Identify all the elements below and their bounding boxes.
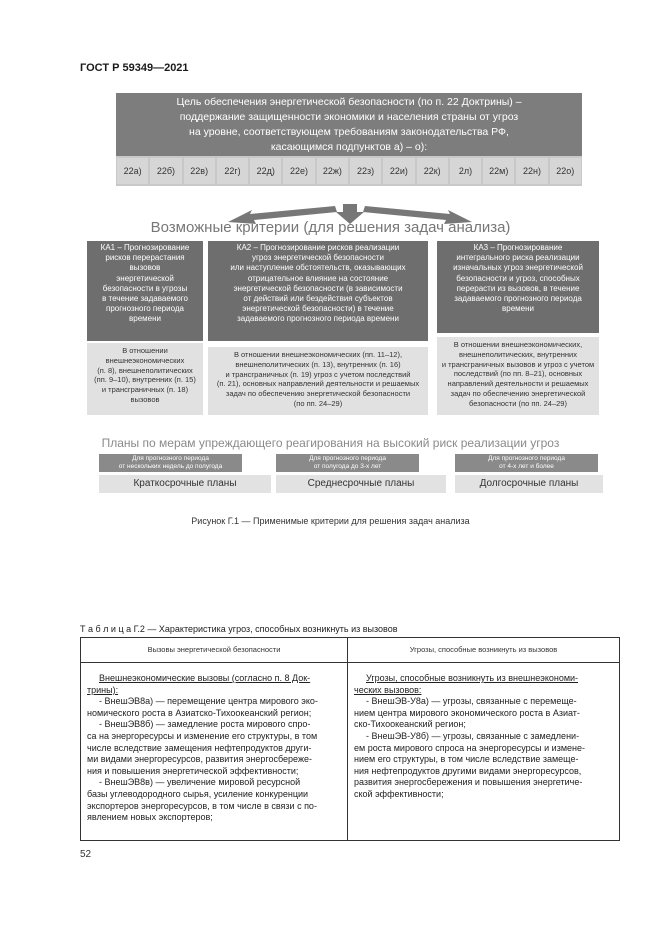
table-caption: Т а б л и ц а Г.2 — Характеристика угроз, способных возникнуть из вызовов (80, 624, 398, 634)
ka2-header-line: от действий или бездействия субъектов (243, 294, 393, 304)
plan-period-line: Для прогнозного периода (309, 455, 386, 462)
ka2-header-line: энергетической безопасности (в зависимости (233, 283, 403, 293)
subpoint-code: 22о) (550, 158, 581, 184)
ka1-header-line: энергетической (116, 273, 174, 283)
cell-title: Внешнеэкономические вызовы (согласно п. 8 Док- (99, 673, 311, 683)
ka2-header-line: задаваемого прогнозного периода времени (237, 314, 399, 324)
subpoint-code: 22и) (383, 158, 414, 184)
cell-title: трины): (87, 684, 119, 695)
ka1-header-line: времени (129, 314, 161, 324)
criteria-title: Возможные критерии (для решения задач анализа) (150, 219, 511, 236)
plans-title: Планы по мерам упреждающего реагирования на высокий риск реализации угроз (101, 436, 560, 450)
ka3-header-line: КА3 – Прогнозирование (473, 243, 563, 252)
cell-line: са на энергоресурсы и изменение его структуры, в том (87, 730, 318, 741)
cell-line: ми видами энергоресурсов, развития энергосбереже- (87, 754, 312, 765)
cell-line: - ВнешЭВ-У8б) — угрозы, связанные с замедлени- (366, 730, 580, 741)
ka1-header-line: в течение задаваемого (102, 294, 188, 304)
cell-title: ческих вызовов: (354, 684, 422, 695)
threats-table (80, 637, 620, 841)
cell-line: - ВнешЭВ8б) — замедление роста мирового спро- (99, 719, 311, 730)
cell-line: - ВнешЭВ8в) — увеличение мировой ресурсной (99, 777, 301, 788)
ka2-header-line: КА2 – Прогнозирование рисков реализации (236, 243, 400, 252)
cell-line: ния нефтепродуктов другими видами энергоресурсов, (354, 765, 582, 776)
ka2-header-line: энергетической безопасности) в течение (242, 304, 394, 314)
plan-period (276, 454, 419, 472)
ka3-body-line: и трансграничных вызовов и угроз с учетом (441, 359, 595, 369)
goal-line: касающимся подпунктов а) – о): (270, 141, 428, 153)
short-term-plans: Краткосрочные планы (99, 475, 271, 493)
ka3-header-line: интегрального риска реализации (456, 253, 580, 263)
ka3-body-line: внешнеполитических, внутренних (459, 349, 577, 359)
ka3-header-line: перерасти из вызовов, в течение (456, 283, 580, 293)
plan-period (455, 454, 598, 472)
ka3-header (437, 241, 599, 333)
subpoint-codes-row (116, 156, 582, 186)
cell-line: явлением новых экспортеров; (87, 812, 213, 823)
ka1-header-line: безопасности в угрозы (102, 283, 188, 293)
ka1-body (87, 343, 203, 415)
ka1-body-line: и трансграничных (п. 18) (101, 385, 189, 395)
table-cell-threats (354, 673, 614, 801)
ka1-body-line: внешнеэкономических (105, 355, 185, 365)
ka2-header (208, 241, 428, 341)
table-cell-challenges (87, 673, 341, 824)
cell-line: экспортеров энергоресурсов, в том числе в связи с по- (87, 800, 317, 811)
ka1-header-line: вызовов (129, 263, 161, 273)
table-header-col1: Вызовы энергетической безопасности (147, 645, 281, 654)
ka3-header-line: безопасности и угроз, способных (456, 273, 580, 283)
cell-line: развития энергосбережения и повышения энергетиче- (354, 777, 583, 788)
ka2-body-line: В отношении внешнеэкономических (пп. 11–12), (233, 350, 403, 359)
page-number: 52 (80, 849, 92, 860)
subpoint-code: 22н) (516, 158, 547, 184)
ka2-header-line: отрицательное влияние на состояние (247, 273, 389, 283)
ka2-body-line: и трансграничных (п. 19) угроз с учетом последствий (225, 369, 411, 379)
figure-caption: Рисунок Г.1 — Применимые критерии для решения задач анализа (191, 516, 470, 526)
ka1-body-line: (пп. 9–10), внутренних (п. 15) (94, 375, 196, 385)
subpoint-code: 22а) (117, 158, 148, 184)
ka3-body-line: безопасности (по пп. 24–29) (469, 398, 567, 408)
ka1-header-line: КА1 – Прогнозирование (100, 243, 190, 252)
ka1-body-line: В отношении (122, 346, 168, 355)
table-header-divider (81, 662, 619, 663)
cell-line: ско-Тихоокеанский регион; (354, 719, 466, 730)
ka2-body-line: (п. 21), основных направлений деятельности и решаемых (216, 379, 420, 389)
subpoint-code: 2л) (450, 158, 481, 184)
subpoint-code: 22д) (250, 158, 281, 184)
plan-period-line: Для прогнозного периода (488, 455, 565, 462)
subpoint-code: 22в) (184, 158, 215, 184)
goal-line: поддержание защищенности экономики и населения страны от угроз (179, 111, 519, 123)
goal-line: на уровне, соответствующем требованиям законодательства РФ, (189, 126, 509, 138)
mid-term-plans: Среднесрочные планы (276, 475, 446, 493)
cell-line: нием центра мирового экономического роста в Азиат- (354, 707, 580, 718)
ka2-header-line: или наступление обстоятельств, оказывающих (230, 263, 406, 273)
subpoint-code: 22г) (217, 158, 248, 184)
ka2-body (208, 347, 428, 415)
goal-line: Цель обеспечения энергетической безопасности (по п. 22 Доктрины) – (176, 96, 522, 108)
ka3-header-line: задаваемого прогнозного периода (454, 294, 582, 304)
ka3-body-line: направлений деятельности и решаемых (447, 379, 589, 389)
ka2-body-line: (по пп. 24–29) (293, 398, 343, 408)
ka3-body (437, 337, 599, 415)
ka3-body-line: задач по обеспечению энергетической (450, 388, 586, 398)
table-header-col2: Угрозы, способные возникнуть из вызовов (409, 645, 558, 654)
ka1-header-line: рисков перерастания (105, 253, 185, 263)
cell-line: ем роста мирового спроса на энергоресурсы и измене- (354, 742, 585, 753)
cell-line: базы углеводородного сырья, усиление конкуренции (87, 788, 309, 799)
cell-line: номического роста в Азиатско-Тихоокеанский регион; (87, 707, 312, 718)
cell-line: нием его структуры, в том числе вследствие замеще- (354, 754, 579, 765)
document-code: ГОСТ Р 59349—2021 (80, 62, 189, 74)
plan-period-line: Для прогнозного периода (132, 455, 209, 462)
ka2-body-line: внешнеполитических (п. 13), внутренних (п. 16) (235, 359, 401, 369)
ka3-body-line: В отношении внешнеэкономических, (453, 340, 583, 349)
ka1-body-line: (п. 8), внешнеполитических (97, 365, 193, 375)
cell-line: ской эффективности; (354, 788, 444, 799)
ka1-header (87, 241, 203, 341)
plan-period-line: от нескольких недель до полугода (118, 462, 223, 470)
subpoint-code: 22м) (483, 158, 514, 184)
table-column-divider (347, 638, 348, 840)
cell-line: - ВнешЭВ8а) — перемещение центра мирового эко- (99, 696, 318, 707)
ka2-header-line: угроз энергетической безопасности (252, 253, 384, 263)
long-term-plans: Долгосрочные планы (455, 475, 603, 493)
ka3-header-line: времени (502, 304, 534, 314)
ka3-body-line: последствий (по пп. 8–21), основных (453, 369, 583, 379)
plan-period (99, 454, 242, 472)
cell-line: ния и повышения энергетической эффективности; (87, 765, 299, 776)
cell-line: - ВнешЭВ-У8а) — угрозы, связанные с перемеще- (366, 696, 577, 707)
ka1-body-line: вызовов (130, 394, 160, 404)
subpoint-code: 22к) (417, 158, 448, 184)
subpoint-code: 22з) (350, 158, 381, 184)
plan-period-line: от полугода до 3-х лет (313, 462, 382, 470)
ka1-header-line: прогнозного периода (106, 304, 184, 314)
ka3-header-line: изначальных угроз энергетической (453, 263, 583, 273)
subpoint-code: 22ж) (317, 158, 348, 184)
subpoint-code: 22е) (283, 158, 314, 184)
goal-box (116, 93, 582, 156)
cell-line: числе вследствие замещения нефтепродуктов други- (87, 742, 312, 753)
ka2-body-line: задач по обеспечению энергетической безопасности (225, 389, 411, 399)
cell-title: Угрозы, способные возникнуть из внешнеэкономи- (366, 673, 579, 683)
subpoint-code: 22б) (150, 158, 181, 184)
plan-period-line: от 4-х лет и более (499, 462, 554, 470)
